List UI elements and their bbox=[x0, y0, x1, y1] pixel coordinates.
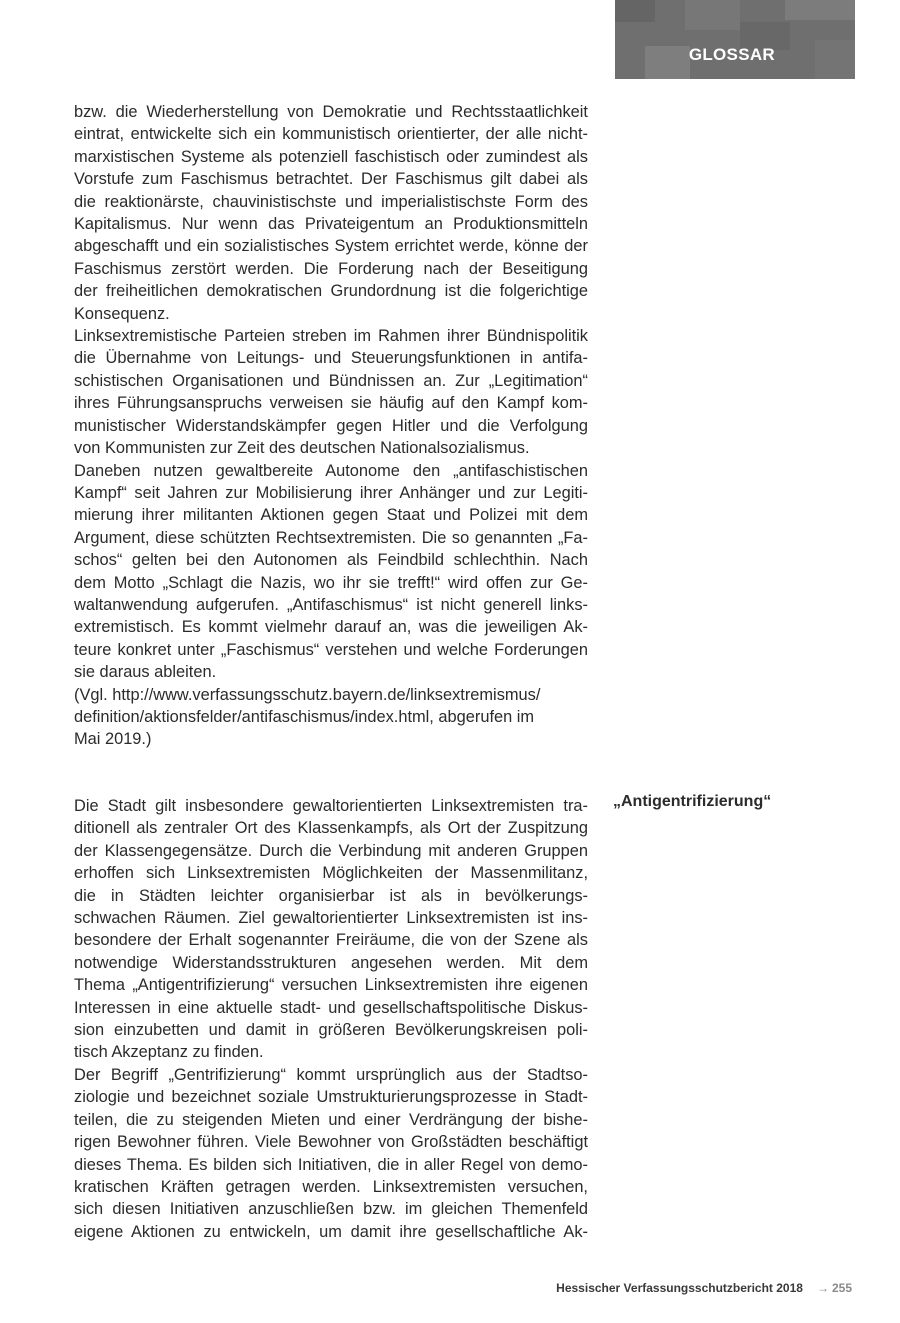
section-tab bbox=[615, 0, 855, 79]
text-line: teure konkret unter „Faschismus“ verstehen und welche Forderungen bbox=[74, 640, 588, 659]
text-line: Die Stadt gilt insbesondere gewaltorientierten Linksextremisten tra- bbox=[74, 797, 588, 815]
text-line: rigen Bewohner führen. Viele Bewohner von Großstädten beschäftigt bbox=[74, 1133, 588, 1152]
text-line: abgeschafft und ein sozialistisches System errichtet werde, könne der bbox=[74, 237, 588, 256]
glossary-term-heading: „Antigentrifizierung“ bbox=[613, 793, 772, 810]
text-line: Linksextremistische Parteien streben im Rahmen ihrer Bündnispolitik bbox=[74, 327, 588, 346]
text-line: Argument, diese schützten Rechtsextremisten. Die so genannten „Fa- bbox=[74, 528, 588, 547]
text-line: bzw. die Wiederherstellung von Demokratie und Rechtsstaatlichkeit bbox=[74, 103, 588, 121]
text-line: ditionell als zentraler Ort des Klassenkampfs, als Ort der Zuspitzung bbox=[74, 819, 588, 838]
text-line: teilen, die zu steigenden Mieten und einer Verdrängung der bishe- bbox=[74, 1110, 588, 1129]
text-line: waltanwendung aufgerufen. „Antifaschismus“ ist nicht generell links- bbox=[74, 595, 588, 614]
glossary-entry-antifaschismus-continued bbox=[74, 101, 588, 751]
text-line: marxistischen Systeme als potenziell faschistisch oder zumindest als bbox=[74, 147, 588, 166]
text-line: munistischer Widerstandskämpfer gegen Hitler und die Verfolgung bbox=[74, 416, 588, 435]
text-line: besondere der Erhalt sogenannter Freiräume, die von der Szene als bbox=[74, 931, 588, 950]
text-line: Interessen in eine aktuelle stadt- und gesellschaftspolitische Diskus- bbox=[74, 998, 588, 1017]
text-line: der freiheitlichen demokratischen Grundordnung ist die folgerichtige bbox=[74, 282, 588, 301]
text-line: definition/aktionsfelder/antifaschismus/index.html, abgerufen im bbox=[74, 707, 535, 726]
text-line: ihres Führungsanspruchs verweisen sie häufig auf den Kampf kom- bbox=[74, 394, 588, 413]
tab-pattern-tile bbox=[685, 0, 740, 30]
text-line: dem Motto „Schlagt die Nazis, wo ihr sie trefft!“ wird offen zur Ge- bbox=[74, 573, 588, 592]
page-number: 255 bbox=[831, 1281, 852, 1295]
tab-pattern-tile bbox=[815, 40, 855, 79]
text-line: Kapitalismus. Nur wenn das Privateigentum an Produktionsmitteln bbox=[74, 215, 588, 234]
text-line: sion einzubetten und damit in größeren Bevölkerungskreisen poli- bbox=[74, 1021, 588, 1040]
text-line: von Kommunisten zur Zeit des deutschen Nationalsozialismus. bbox=[74, 439, 530, 458]
text-line: die in Städten leichter organisierbar ist als in bevölkerungs- bbox=[74, 886, 588, 905]
text-line: Thema „Antigentrifizierung“ versuchen Linksextremisten ihre eigenen bbox=[74, 976, 588, 995]
text-line: Daneben nutzen gewaltbereite Autonome den „antifaschistischen bbox=[74, 461, 588, 480]
text-line: sich diesen Initiativen anzuschließen bzw. im gleichen Themenfeld bbox=[74, 1200, 588, 1219]
text-line: Der Begriff „Gentrifizierung“ kommt ursprünglich aus der Stadtso- bbox=[74, 1065, 588, 1084]
text-line: erhoffen sich Linksextremisten Möglichkeiten der Massenmilitanz, bbox=[74, 864, 588, 883]
text-line: (Vgl. http://www.verfassungsschutz.bayern.de/linksextremismus/ bbox=[74, 685, 541, 704]
text-line: Faschismus zerstört werden. Die Forderung nach der Beseitigung bbox=[74, 259, 588, 278]
arrow-right-icon: → bbox=[816, 1281, 829, 1295]
text-line: dieses Thema. Es bilden sich Initiativen, die in aller Regel von demo- bbox=[74, 1155, 588, 1174]
section-label: GLOSSAR bbox=[688, 45, 775, 64]
text-line: Mai 2019.) bbox=[74, 730, 152, 749]
text-line: die Übernahme von Leitungs- und Steuerungsfunktionen in antifa- bbox=[74, 349, 588, 368]
text-line: kratischen Kräften getragen werden. Linksextremisten versuchen, bbox=[74, 1177, 588, 1196]
text-line: eigene Aktionen zu entwickeln, um damit ihre gesellschaftliche Ak- bbox=[74, 1222, 588, 1241]
text-line: sie daraus ableiten. bbox=[74, 663, 217, 682]
text-line: schos“ gelten bei den Autonomen als Feindbild schlechthin. Nach bbox=[74, 551, 588, 570]
tab-pattern-tile bbox=[785, 0, 855, 20]
text-line: mierung ihrer militanten Aktionen gegen Staat und Polizei mit dem bbox=[74, 506, 588, 525]
publication-title: Hessischer Verfassungsschutzbericht 2018 bbox=[556, 1281, 803, 1295]
text-line: schwachen Räumen. Ziel gewaltorientierter Linksextremisten ist ins- bbox=[74, 909, 588, 928]
glossary-entry-antigentrifizierung bbox=[74, 795, 588, 1243]
text-line: der Klassengegensätze. Durch die Verbindung mit anderen Gruppen bbox=[74, 841, 588, 860]
text-line: die reaktionärste, chauvinistischste und imperialistischste Form des bbox=[74, 192, 588, 211]
text-line: Konsequenz. bbox=[74, 304, 170, 323]
tab-pattern-tile bbox=[645, 46, 690, 79]
text-line: eintrat, entwickelte sich ein kommunistisch orientierter, der alle nicht- bbox=[74, 125, 588, 144]
text-line: Kampf“ seit Jahren zur Mobilisierung ihrer Anhänger und zur Legiti- bbox=[74, 483, 588, 502]
text-line: extremistisch. Es kommt vielmehr darauf an, was die jeweiligen Ak- bbox=[74, 618, 588, 637]
text-line: tisch Akzeptanz zu finden. bbox=[74, 1043, 264, 1062]
tab-pattern-tile bbox=[615, 0, 655, 22]
text-line: Vorstufe zum Faschismus betrachtet. Der Faschismus gilt dabei als bbox=[74, 170, 588, 189]
text-line: ziologie und bezeichnet soziale Umstrukturierungsprozesse in Stadt- bbox=[74, 1088, 588, 1107]
page-footer bbox=[556, 1281, 852, 1295]
text-line: notwendige Widerstandsstrukturen angesehen werden. Mit dem bbox=[74, 953, 588, 972]
text-line: schistischen Organisationen und Bündnissen an. Zur „Legitimation“ bbox=[74, 371, 588, 390]
